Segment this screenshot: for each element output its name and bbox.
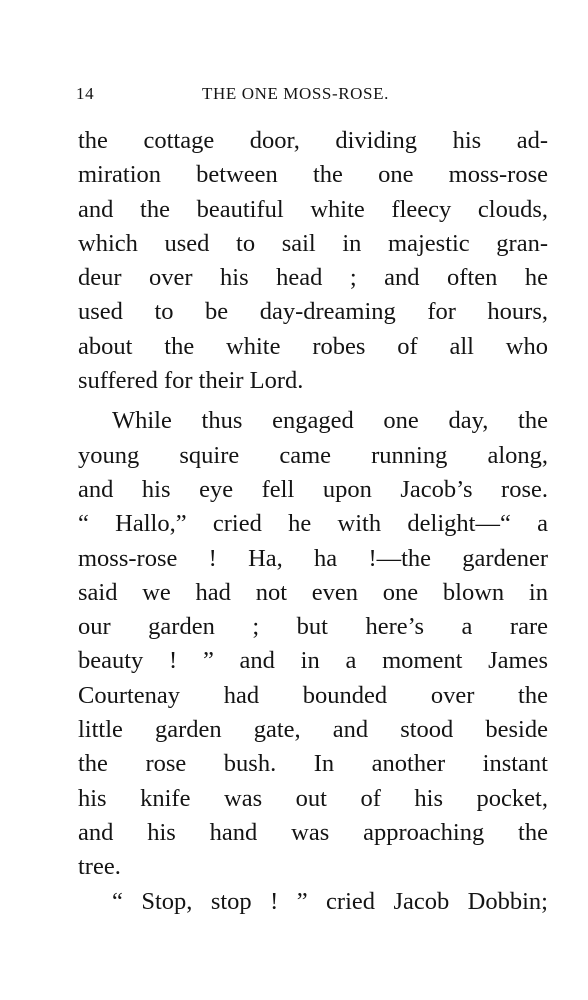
text-line: little garden gate, and stood beside (78, 716, 548, 744)
running-head (76, 84, 548, 108)
text-line: deur over his head ; and often he (78, 264, 548, 292)
text-line: and his eye fell upon Jacob’s rose. (78, 475, 548, 503)
paragraph (78, 124, 548, 398)
text-line: tree. (78, 853, 121, 881)
text-line: our garden ; but here’s a rare (78, 613, 548, 641)
text-line: which used to sail in majestic gran- (78, 229, 548, 257)
text-line: suffered for their Lord. (78, 367, 304, 395)
text-line: miration between the one moss-rose (78, 161, 548, 189)
text-line: used to be day-dreaming for hours, (78, 298, 548, 326)
text-line: young squire came running along, (78, 441, 548, 469)
running-title: THE ONE MOSS-ROSE. (202, 84, 389, 103)
text-line: his knife was out of his pocket, (78, 784, 548, 812)
text-line: While thus engaged one day, the (112, 407, 548, 435)
text-line: said we had not even one blown in (78, 578, 548, 606)
text-line: moss-rose ! Ha, ha !—the gardener (78, 544, 548, 572)
text-line: “ Hallo,” cried he with delight—“ a (78, 510, 548, 538)
text-line: about the white robes of all who (78, 332, 548, 360)
text-line: Courtenay had bounded over the (78, 681, 548, 709)
paragraph (78, 404, 548, 884)
text-line: and his hand was approaching the (78, 818, 548, 846)
text-line: “ Stop, stop ! ” cried Jacob Dobbin; (112, 887, 548, 915)
paragraph (78, 885, 548, 919)
text-line: the cottage door, dividing his ad- (78, 127, 548, 154)
text-line: the rose bush. In another instant (78, 750, 548, 778)
text-line: and the beautiful white fleecy clouds, (78, 195, 548, 223)
page-number: 14 (76, 84, 95, 103)
text-line: beauty ! ” and in a moment James (78, 647, 548, 675)
body-text (78, 124, 548, 919)
